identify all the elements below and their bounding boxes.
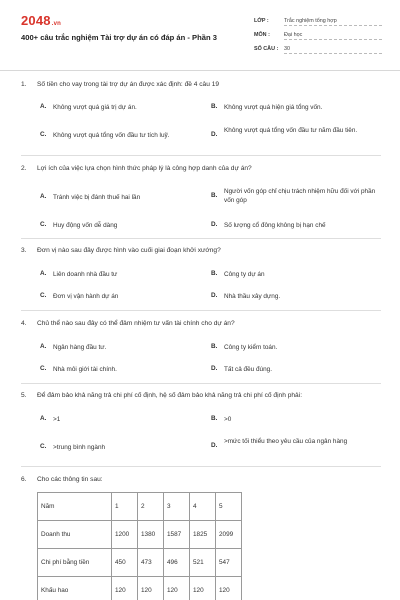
table-cell: Doanh thu <box>38 521 112 549</box>
table-cell: 120 <box>164 577 190 600</box>
question-divider <box>21 466 381 467</box>
option-key: C. <box>40 443 47 450</box>
table-cell: 120 <box>216 577 242 600</box>
table-cell: 496 <box>164 549 190 577</box>
meta-label: MÔN : <box>254 32 270 38</box>
option-text: Không vượt quá hiện giá tổng vốn. <box>224 104 323 111</box>
question-number: 1. <box>21 81 27 88</box>
option-key: B. <box>211 415 218 422</box>
data-table <box>37 492 242 600</box>
question-text: Chủ thể nào sau đây có thể đảm nhiệm tư vấn tài chính cho dự án? <box>37 320 235 327</box>
option-key: C. <box>40 292 47 299</box>
option-key: B. <box>211 343 218 350</box>
question-divider <box>21 383 381 384</box>
option-text: Tránh việc bị đánh thuế hai lần <box>53 194 141 201</box>
table-cell: 521 <box>190 549 216 577</box>
table-cell: 1380 <box>138 521 164 549</box>
document-title: 400+ câu trắc nghiệm Tài trợ dự án có đáp án - Phần 3 <box>21 33 217 42</box>
table-cell: 120 <box>112 577 138 600</box>
option-text: Công ty dự án <box>224 271 265 278</box>
table-cell: Chi phí bằng tiền <box>38 549 112 577</box>
option-key: A. <box>40 103 47 110</box>
table-cell: 473 <box>138 549 164 577</box>
meta-value: 30 <box>284 46 382 54</box>
option-text: Không vượt quá giá trị dự án. <box>53 104 137 111</box>
question-number: 4. <box>21 320 27 327</box>
question-number: 5. <box>21 392 27 399</box>
question-text: Số tiền cho vay trong tài trợ dự án được xác định: đề 4 câu 19 <box>37 81 220 88</box>
option-key: D. <box>211 221 218 228</box>
option-key: C. <box>40 131 47 138</box>
option-key: D. <box>211 292 218 299</box>
option-key: C. <box>40 365 47 372</box>
option-text: >0 <box>224 416 232 423</box>
table-cell: 3 <box>164 493 190 521</box>
table-cell: 1 <box>112 493 138 521</box>
option-text: Đơn vị vận hành dự án <box>53 293 119 300</box>
option-text: Số lượng cổ đông không bị hạn chế <box>224 222 326 229</box>
table-cell: 4 <box>190 493 216 521</box>
question-number: 2. <box>21 165 27 172</box>
option-text: Liên doanh nhà đầu tư <box>53 271 118 278</box>
table-cell: 547 <box>216 549 242 577</box>
site-logo[interactable] <box>21 13 61 28</box>
logo-text: 2048 <box>21 13 51 28</box>
option-text: >trung bình ngành <box>53 444 106 451</box>
option-text: Huy động vốn dễ dàng <box>53 222 118 229</box>
option-text: Người vốn góp chỉ chịu trách nhiệm hữu đối với phần vốn góp <box>224 188 376 205</box>
option-key: D. <box>211 131 218 138</box>
table-row <box>38 577 242 600</box>
table-cell: 5 <box>216 493 242 521</box>
header-divider <box>0 70 400 71</box>
option-text: Không vượt quá tổng vốn đầu tư tích luỹ. <box>53 132 170 139</box>
table-row <box>38 493 242 521</box>
table-cell: 2099 <box>216 521 242 549</box>
meta-value: Trắc nghiệm tổng hợp <box>284 18 382 26</box>
option-key: B. <box>211 192 218 199</box>
option-text: >mức tối thiểu theo yêu cầu của ngân hàng <box>224 438 348 445</box>
option-key: A. <box>40 193 47 200</box>
table-cell: 1587 <box>164 521 190 549</box>
option-text: Không vượt quá tổng vốn đầu tư năm đầu tiên. <box>224 127 358 134</box>
option-text: Công ty kiểm toán. <box>224 344 278 351</box>
question-text: Cho các thông tin sau: <box>37 476 103 483</box>
option-key: A. <box>40 343 47 350</box>
question-divider <box>21 310 381 311</box>
option-key: B. <box>211 270 218 277</box>
table-cell: 120 <box>138 577 164 600</box>
table-cell: 120 <box>190 577 216 600</box>
meta-label: SỐ CÂU : <box>254 46 279 52</box>
table-cell: Khấu hao <box>38 577 112 600</box>
option-text: >1 <box>53 416 61 423</box>
table-cell: Năm <box>38 493 112 521</box>
logo-suffix: .vn <box>51 21 62 27</box>
option-text: Ngân hàng đầu tư. <box>53 344 107 351</box>
table-row <box>38 521 242 549</box>
table-cell: 2 <box>138 493 164 521</box>
document-header <box>0 0 400 64</box>
option-key: D. <box>211 365 218 372</box>
option-key: C. <box>40 221 47 228</box>
question-text: Để đảm bảo khả năng trả chi phí cố định, hệ số đảm bảo khả năng trả chi phí cố định phải: <box>37 392 303 399</box>
question-text: Lợi ích của việc lựa chọn hình thức pháp lý là công hợp danh của dự án? <box>37 165 252 172</box>
option-key: B. <box>211 103 218 110</box>
option-key: A. <box>40 415 47 422</box>
option-key: A. <box>40 270 47 277</box>
option-text: Tất cả đều đúng. <box>224 366 272 373</box>
table-row <box>38 549 242 577</box>
question-number: 6. <box>21 476 27 483</box>
question-divider <box>21 238 381 239</box>
table-cell: 1825 <box>190 521 216 549</box>
question-number: 3. <box>21 247 27 254</box>
option-text: Nhà thầu xây dựng. <box>224 293 281 300</box>
table-cell: 450 <box>112 549 138 577</box>
option-key: D. <box>211 442 218 449</box>
option-text: Nhà môi giới tài chính. <box>53 366 117 373</box>
question-divider <box>21 155 381 156</box>
question-text: Đơn vị nào sau đây được hình vào cuối giai đoạn khởi xướng? <box>37 247 221 254</box>
meta-label: LỚP : <box>254 18 269 24</box>
table-cell: 1200 <box>112 521 138 549</box>
meta-value: Đại học <box>284 32 382 40</box>
